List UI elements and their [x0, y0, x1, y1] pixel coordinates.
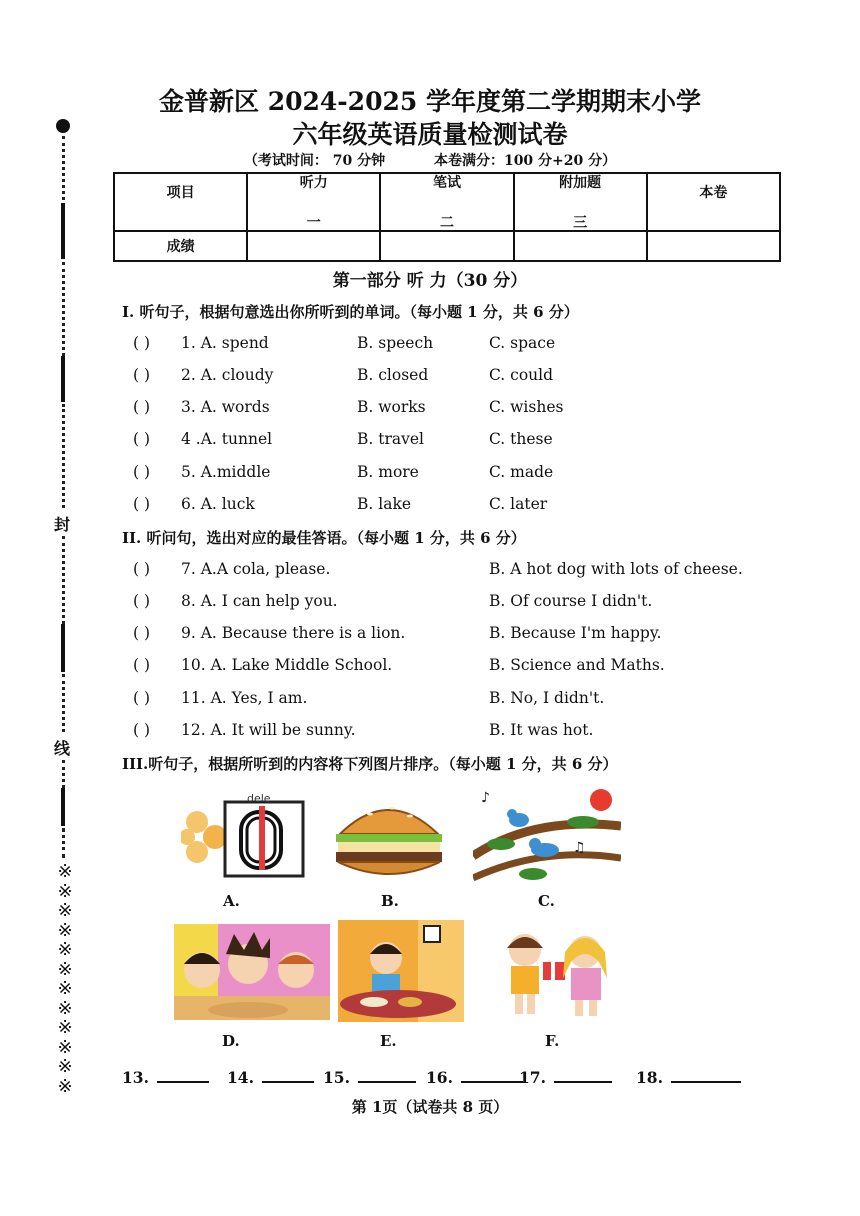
option-b: B. Of course I didn't. — [489, 592, 653, 610]
question-row — [133, 334, 853, 356]
option-c: C. later — [489, 495, 548, 513]
margin-dotted-line — [62, 536, 65, 624]
answer-blank[interactable] — [323, 1067, 416, 1087]
question-row — [133, 721, 853, 743]
picture-label-c: C. — [538, 892, 555, 910]
cross-mark: ※ — [57, 978, 73, 999]
margin-dotted-line — [62, 828, 65, 858]
exam-info — [0, 150, 860, 170]
hamburger-icon — [330, 790, 448, 886]
blank-line[interactable] — [157, 1067, 209, 1083]
margin-solid-line — [61, 624, 65, 672]
picture-label-f: F. — [545, 1032, 560, 1050]
blank-line[interactable] — [671, 1067, 741, 1083]
girls-gift-icon — [487, 922, 623, 1018]
option-b: B. closed — [357, 366, 429, 384]
option-c: C. made — [489, 463, 554, 481]
score-header-extra: 附加题 三 — [514, 173, 647, 231]
answer-parenthesis[interactable]: ( ) — [133, 430, 151, 448]
answer-blank[interactable] — [122, 1067, 209, 1087]
children-group-icon — [174, 924, 330, 1020]
margin-char-xian: 线 — [54, 739, 71, 758]
score-table — [113, 172, 781, 262]
cross-mark: ※ — [57, 997, 73, 1019]
blank-number: 16. — [426, 1068, 453, 1087]
cross-mark: ※ — [57, 919, 73, 941]
exam-score: 本卷满分：100 分+20 分） — [433, 153, 617, 169]
option-a: 9. A. Because there is a lion. — [181, 624, 406, 642]
question-row — [133, 495, 853, 517]
margin-char-feng: 封 — [54, 515, 71, 534]
margin-solid-line — [61, 203, 65, 259]
cross-mark: ※ — [57, 1036, 73, 1058]
cross-mark: ※ — [57, 939, 73, 960]
score-header-item: 项目 — [114, 173, 247, 231]
birds-singing-icon — [473, 786, 621, 884]
section3-title: III.听句子，根据所听到的内容将下列图片排序。（每小题 1 分，共 6 分） — [122, 755, 618, 773]
cross-mark: ※ — [57, 861, 73, 882]
question-row — [133, 656, 853, 678]
question-row — [133, 560, 853, 582]
option-c: C. these — [489, 430, 553, 448]
answer-parenthesis[interactable]: ( ) — [133, 495, 151, 513]
answer-blank[interactable] — [519, 1067, 612, 1087]
blank-line[interactable] — [461, 1067, 523, 1083]
picture-label-e: E. — [380, 1032, 397, 1050]
picture-label-a: A. — [223, 892, 240, 910]
margin-dotted-line — [62, 404, 65, 508]
option-c: C. could — [489, 366, 554, 384]
cross-mark: ※ — [57, 1056, 73, 1077]
answer-parenthesis[interactable]: ( ) — [133, 689, 151, 707]
option-a: 11. A. Yes, I am. — [181, 689, 308, 707]
answer-parenthesis[interactable]: ( ) — [133, 463, 151, 481]
question-row — [133, 689, 853, 711]
question-row — [133, 463, 853, 485]
answer-parenthesis[interactable]: ( ) — [133, 366, 151, 384]
score-row-label: 成绩 — [114, 231, 247, 261]
svg-text:dele: dele — [247, 792, 271, 805]
option-b: B. works — [357, 398, 426, 416]
answer-parenthesis[interactable]: ( ) — [133, 334, 151, 352]
option-a: 10. A. Lake Middle School. — [181, 656, 393, 674]
answer-parenthesis[interactable]: ( ) — [133, 398, 151, 416]
margin-dotted-line — [62, 674, 65, 732]
exam-time: （考试时间： 70 分钟 — [243, 153, 386, 169]
clock-icon — [181, 788, 308, 884]
option-b: B. No, I didn't. — [489, 689, 605, 707]
margin-solid-line — [61, 356, 65, 402]
question-row — [133, 398, 853, 420]
margin-dotted-line — [62, 760, 65, 788]
page-footer: 第 1页（试卷共 8 页） — [351, 1098, 509, 1116]
question-row — [133, 592, 853, 614]
question-row — [133, 624, 853, 646]
blank-line[interactable] — [358, 1067, 416, 1083]
option-a: 7. A.A cola, please. — [181, 560, 331, 578]
picture-label-d: D. — [222, 1032, 240, 1050]
exam-title-line1: 金普新区 2024-2025 学年度第二学期期末小学 — [159, 87, 701, 116]
option-b: B. It was hot. — [489, 721, 594, 739]
blank-number: 18. — [636, 1068, 663, 1087]
blank-number: 14. — [227, 1068, 254, 1087]
blank-line[interactable] — [554, 1067, 612, 1083]
section2-title: II. 听问句，选出对应的最佳答语。（每小题 1 分，共 6 分） — [122, 529, 526, 547]
option-a: 3. A. words — [181, 398, 270, 416]
exam-title-line2: 六年级英语质量检测试卷 — [292, 120, 568, 149]
section1-title: I. 听句子，根据句意选出你所听到的单词。（每小题 1 分，共 6 分） — [122, 303, 579, 321]
score-cell[interactable] — [514, 231, 647, 261]
option-a: 5. A.middle — [181, 463, 271, 481]
option-a: 12. A. It will be sunny. — [181, 721, 356, 739]
option-b: B. A hot dog with lots of cheese. — [489, 560, 743, 578]
option-b: B. more — [357, 463, 419, 481]
cross-mark: ※ — [57, 958, 73, 980]
option-c: C. space — [489, 334, 556, 352]
answer-blank[interactable] — [227, 1067, 314, 1087]
score-cell[interactable] — [380, 231, 513, 261]
score-cell[interactable] — [247, 231, 380, 261]
answer-parenthesis[interactable]: ( ) — [133, 624, 151, 642]
score-header-listening: 听力 一 — [247, 173, 380, 231]
option-a: 4 .A. tunnel — [181, 430, 273, 448]
blank-number: 17. — [519, 1068, 546, 1087]
svg-text:♪: ♪ — [481, 790, 490, 806]
option-a: 6. A. luck — [181, 495, 255, 513]
answer-parenthesis[interactable]: ( ) — [133, 656, 151, 674]
answer-blank[interactable] — [636, 1067, 741, 1087]
score-cell[interactable] — [647, 231, 780, 261]
blank-number: 13. — [122, 1068, 149, 1087]
part1-title: 第一部分 听 力（30 分） — [332, 271, 528, 291]
option-b: B. travel — [357, 430, 425, 448]
cross-mark: ※ — [57, 1017, 73, 1038]
answer-parenthesis[interactable]: ( ) — [133, 592, 151, 610]
option-a: 1. A. spend — [181, 334, 269, 352]
option-a: 2. A. cloudy — [181, 366, 274, 384]
score-header-written: 笔试 二 — [380, 173, 513, 231]
option-a: 8. A. I can help you. — [181, 592, 338, 610]
answer-parenthesis[interactable]: ( ) — [133, 560, 151, 578]
answer-blank[interactable] — [426, 1067, 523, 1087]
answer-parenthesis[interactable]: ( ) — [133, 721, 151, 739]
picture-label-b: B. — [381, 892, 399, 910]
option-c: C. wishes — [489, 398, 564, 416]
cross-mark: ※ — [57, 1075, 73, 1097]
option-b: B. speech — [357, 334, 434, 352]
blank-number: 15. — [323, 1068, 350, 1087]
boy-eating-icon — [338, 920, 464, 1022]
margin-solid-line — [61, 788, 65, 826]
svg-text:♫: ♫ — [573, 840, 586, 856]
option-b: B. Science and Maths. — [489, 656, 665, 674]
question-row — [133, 366, 853, 388]
cross-mark: ※ — [57, 900, 73, 921]
option-b: B. lake — [357, 495, 412, 513]
cross-mark: ※ — [57, 880, 73, 902]
score-header-total: 本卷 — [647, 173, 780, 231]
margin-cross-marks — [54, 862, 76, 1096]
question-row — [133, 430, 853, 452]
blank-line[interactable] — [262, 1067, 314, 1083]
option-b: B. Because I'm happy. — [489, 624, 662, 642]
